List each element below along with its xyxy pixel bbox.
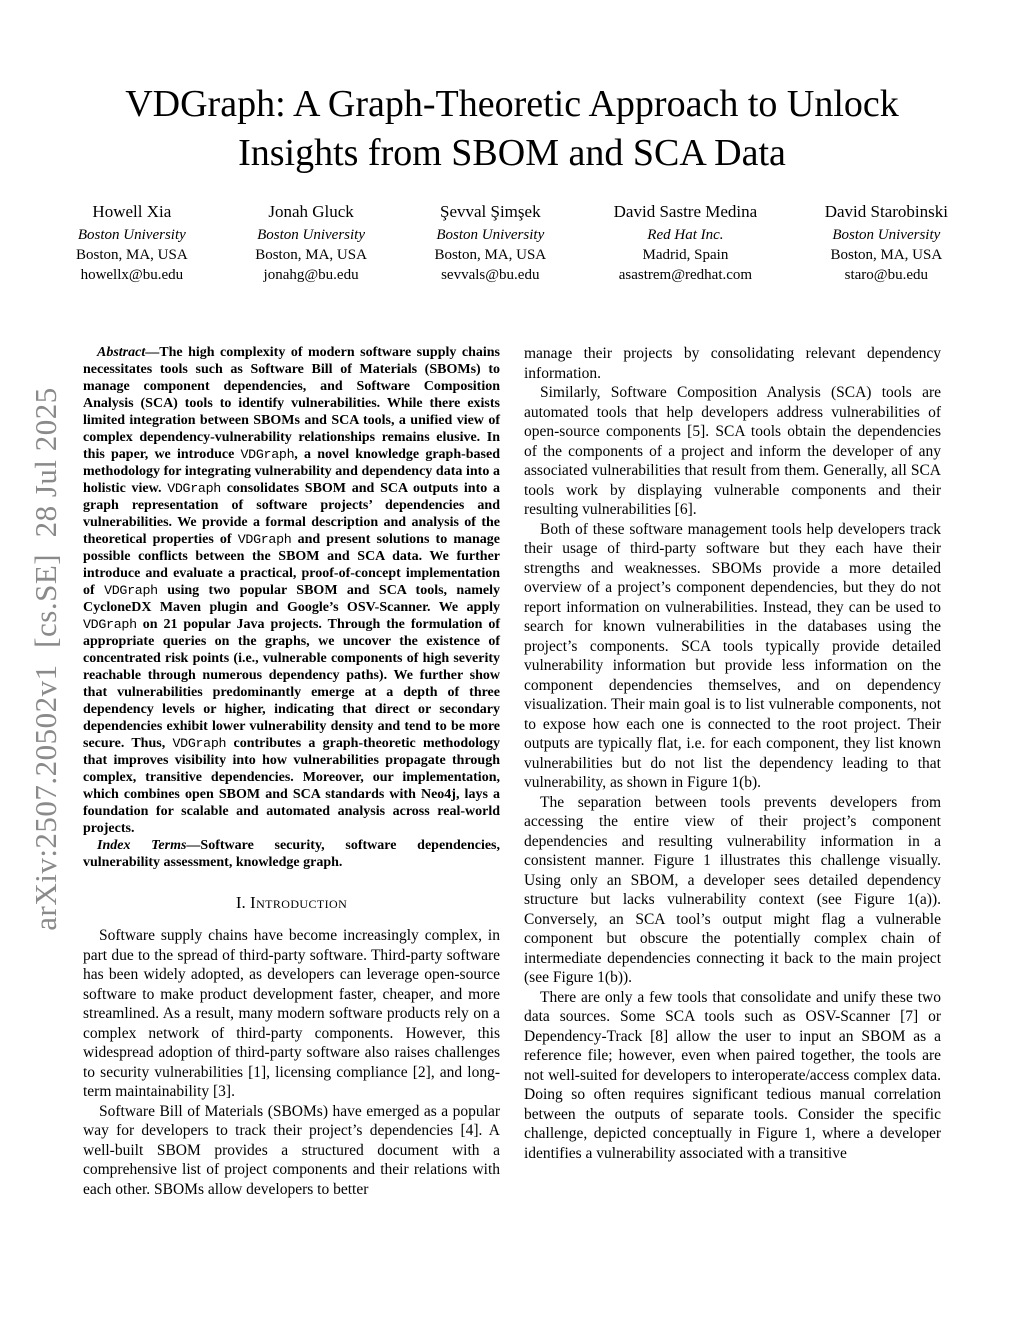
author-email: sevvals@bu.edu — [441, 267, 540, 283]
paper-title-line-1: VDGraph: A Graph-Theoretic Approach to Unlock — [125, 83, 899, 125]
text-run: VDGraph — [83, 617, 137, 632]
author-card — [614, 201, 758, 285]
text-run: consolidates SBOM and SCA outputs into a graph representation of software projects’ dependencies and vulnerabilities. We provide a formal description and analysis of the theoretical properties of — [83, 481, 500, 547]
author-name: Şevval Şimşek — [439, 202, 541, 221]
author-location: Boston, MA, USA — [830, 247, 943, 263]
author-block — [76, 201, 948, 285]
author-location: Boston, MA, USA — [434, 247, 547, 263]
text-run: Index Terms — [97, 838, 187, 853]
paper-title-line-2: Insights from SBOM and SCA Data — [238, 132, 786, 174]
author-affiliation: Red Hat Inc. — [647, 227, 724, 243]
text-run: VDGraph — [237, 532, 292, 547]
intro-paragraph-4: Both of these software management tools help developers track their usage of third-party software but they each have their strengths and weaknesses. SBOMs provide a more detailed overview of a project’s component dependencies, but they do not report information on vulnerabilities. Instead, they can be used to search for known vulnerabilities in the databases using the project’s components. SCA tools typically provide detailed vulnerability information but provide less information on the component dependencies themselves, and on dependency visualization. Their main goal is to list vulnerable components, not to expose how each one is connected to the root project. Their outputs are typically flat, i.e. for each component, they list known vulnerabilities but do not list the dependency leading to that vulnerability, as shown in Figure 1(b). — [524, 520, 941, 791]
author-name: David Sastre Medina — [613, 202, 758, 221]
paper-title — [62, 80, 962, 178]
text-run: VDGraph — [172, 736, 227, 751]
author-card — [76, 201, 188, 285]
text-run: using two popular SBOM and SCA tools, namely CycloneDX Maven plugin and Google’s OSV-Scanner. We apply — [83, 583, 500, 615]
section-number: I. — [235, 893, 246, 912]
text-run: VDGraph — [104, 583, 158, 598]
intro-paragraph-2-continuation: manage their projects by consolidating relevant dependency information. — [524, 345, 941, 382]
author-location: Madrid, Spain — [642, 247, 729, 263]
intro-paragraph-5: The separation between tools prevents developers from accessing the entire view of their project’s component dependencies and resulting vulnerability information in a consistent manner. Figure 1 illustrates this challenge visually. Using only an SBOM, a developer sees detailed dependency structure but lacks vulnerability context (see Figure 1(a)). Conversely, an SCA tool’s output might flag a vulnerable component but obscure the potentially complex chain of intermediate dependencies connecting it back to the main project (see Figure 1(b)). — [524, 793, 941, 986]
author-affiliation: Boston University — [436, 227, 545, 243]
author-email: asastrem@redhat.com — [618, 267, 753, 283]
text-run: VDGraph — [240, 447, 295, 462]
text-run: —The high complexity of modern software supply chains necessitates tools such as Software Bill of Materials (SBOMs) to manage component dependencies, and Software Composition Analysis (SCA) tools to identify vulnerabilities. While there exists limited integration between SBOMs and SCA tools, a unified view of complex dependency-vulnerability relationships remains elusive. In this paper, we introduce — [83, 345, 500, 462]
section-heading-introduction — [83, 893, 500, 913]
author-card — [255, 201, 367, 285]
author-name: Jonah Gluck — [268, 202, 354, 221]
author-affiliation: Boston University — [257, 227, 366, 243]
left-column — [83, 344, 500, 1199]
section-title: Introduction — [250, 893, 348, 912]
intro-paragraph-2: Software Bill of Materials (SBOMs) have emerged as a popular way for developers to track their project’s dependencies [4]. A well-built SBOM provides a structured document with a comprehensive list of project components and their relations with each other. SBOMs allow developers to better — [83, 1102, 500, 1198]
author-name: David Starobinski — [824, 202, 948, 221]
author-affiliation: Boston University — [832, 227, 941, 243]
text-run: , a novel knowledge graph-based methodology for integrating vulnerability and dependency data into a holistic view. — [83, 447, 500, 496]
text-run: contributes a graph-theoretic methodology that improves visibility into how vulnerabilities propagate through complex, transitive dependencies. Moreover, our implementation, which combines open SBOM and SCA standards with Neo4j, lays a foundation for scalable and automated analysis across real-world projects. — [83, 736, 500, 836]
arxiv-watermark: arXiv:2507.20502v1 [cs.SE] 28 Jul 2025 — [28, 387, 63, 931]
two-column-body — [83, 344, 941, 1199]
author-affiliation: Boston University — [77, 227, 186, 243]
text-run: Abstract — [97, 345, 146, 360]
author-email: jonahg@bu.edu — [263, 267, 359, 283]
text-run: and present solutions to manage possible conflicts between the SBOM and SCA data. We further introduce and evaluate a practical, proof-of-concept implementation of — [83, 532, 500, 598]
text-run: —Software security, software dependencies, vulnerability assessment, knowledge graph. — [83, 838, 500, 870]
author-card — [434, 201, 546, 285]
intro-paragraph-6: There are only a few tools that consolidate and unify these two data sources. Some SCA tools such as OSV-Scanner [7] or Dependency-Track [8] allow the user to input an SBOM as a reference file; however, even when paired together, the tools are not well-suited for developers to interoperate/access complex data. Doing so often requires significant tedious manual correlation between the outputs of separate tools. Consider the specific challenge, depicted conceptually in Figure 1, where a developer identifies a vulnerability associated with a transitive — [524, 988, 941, 1162]
author-name: Howell Xia — [92, 202, 172, 221]
intro-paragraph-3: Similarly, Software Composition Analysis (SCA) tools are automated tools that help developers address vulnerabilities of open-source components [5]. SCA tools obtain the dependencies of the components of a project and inform the developer of any associated vulnerabilities that result from them. Generally, all SCA tools work by displaying vulnerable components and their resulting vulnerabilities [6]. — [524, 384, 941, 518]
author-location: Boston, MA, USA — [76, 247, 188, 263]
author-email: staro@bu.edu — [844, 267, 929, 283]
intro-paragraph-1: Software supply chains have become increasingly complex, in part due to the spread of third-party software. Third-party software has been widely adopted, as developers can leverage open-source software to make product development faster, cheaper, and more streamlined. As a result, many modern software products rely on a complex network of third-party components. However, this widespread adoption of third-party software also raises challenges to security vulnerabilities [1], licensing compliance [2], and long-term maintainability [3]. — [83, 927, 500, 1100]
abstract-paragraph — [83, 344, 500, 837]
text-run: on 21 popular Java projects. Through the formulation of appropriate queries on the graphs, we uncover the existence of concentrated risk points (i.e., vulnerable components of high severity reachable through numerous dependency paths). We further show that vulnerabilities predominantly emerge at a depth of three dependency levels or higher, indicating that direct or secondary dependencies exhibit lower vulnerability density and tend to be more secure. Thus, — [83, 617, 500, 751]
author-card — [825, 201, 948, 285]
right-column — [524, 344, 941, 1199]
author-location: Boston, MA, USA — [255, 247, 367, 263]
text-run: VDGraph — [167, 481, 221, 496]
author-email: howellx@bu.edu — [80, 267, 184, 283]
index-terms-paragraph — [83, 837, 500, 871]
